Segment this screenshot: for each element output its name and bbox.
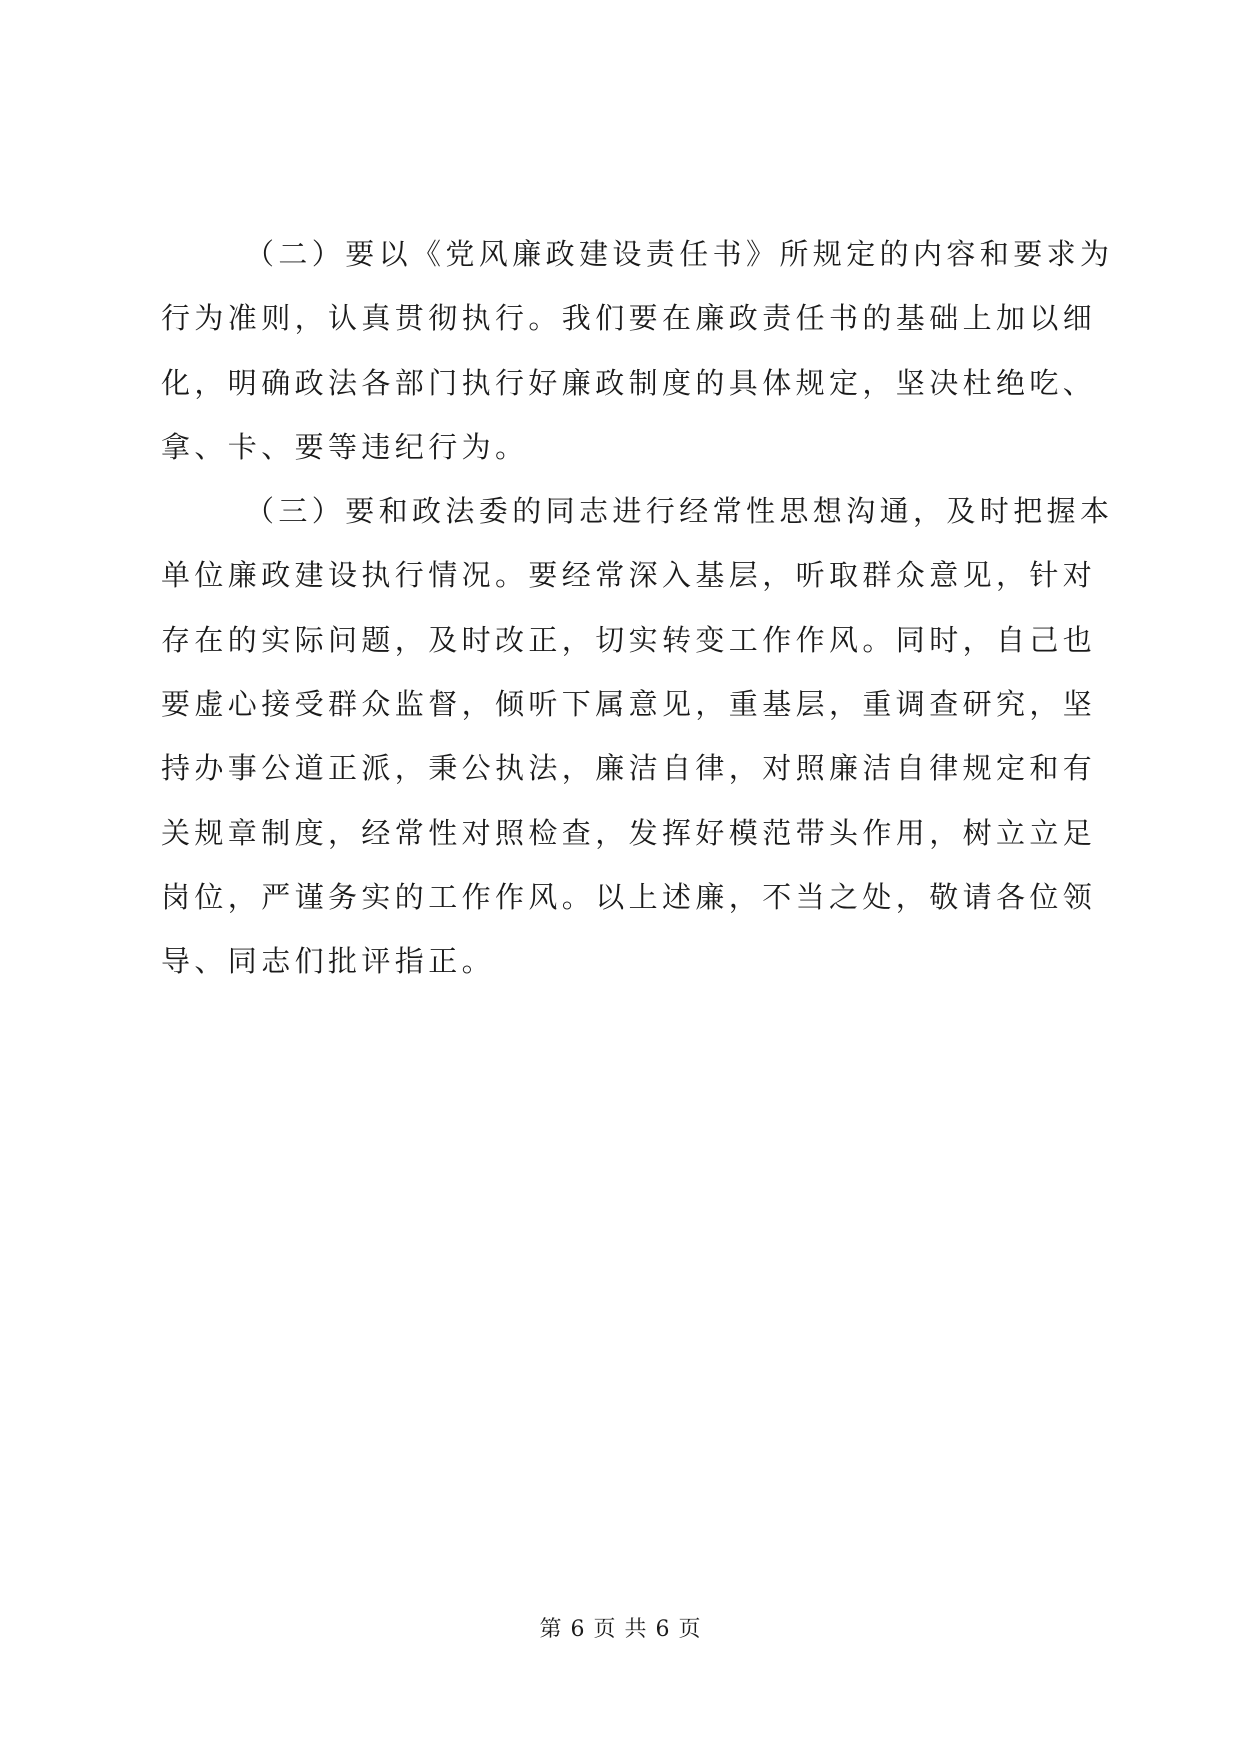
paragraph-3-line-4: 要虚心接受群众监督，倾听下属意见，重基层，重调查研究，坚 [161, 687, 1097, 722]
paragraph-2-line-2: 行为准则，认真贯彻执行。我们要在廉政责任书的基础上加以细 [161, 301, 1097, 336]
paragraph-2-line-1: （二）要以《党风廉政建设责任书》所规定的内容和要求为 [245, 237, 1114, 271]
body-text [161, 222, 1114, 994]
paragraph-3-line-8: 导、同志们批评指正。 [161, 944, 496, 979]
page-footer: 第 6 页 共 6 页 [539, 1617, 702, 1642]
paragraph-3-line-1: （三）要和政法委的同志进行经常性思想沟通，及时把握本 [245, 494, 1114, 529]
paragraph-3-line-5: 持办事公道正派，秉公执法，廉洁自律，对照廉洁自律规定和有 [161, 751, 1097, 786]
paragraph-3-line-6: 关规章制度，经常性对照检查，发挥好模范带头作用，树立立足 [161, 815, 1097, 850]
paragraph-3-line-7: 岗位，严谨务实的工作作风。以上述廉，不当之处，敬请各位领 [161, 879, 1097, 914]
paragraph-2-line-3: 化，明确政法各部门执行好廉政制度的具体规定，坚决杜绝吃、 [161, 365, 1097, 400]
paragraph-3-line-2: 单位廉政建设执行情况。要经常深入基层，听取群众意见，针对 [161, 558, 1097, 593]
paragraph-2-line-4: 拿、卡、要等违纪行为。 [161, 429, 529, 464]
paragraph-3-line-3: 存在的实际问题，及时改正，切实转变工作作风。同时，自己也 [161, 622, 1097, 657]
